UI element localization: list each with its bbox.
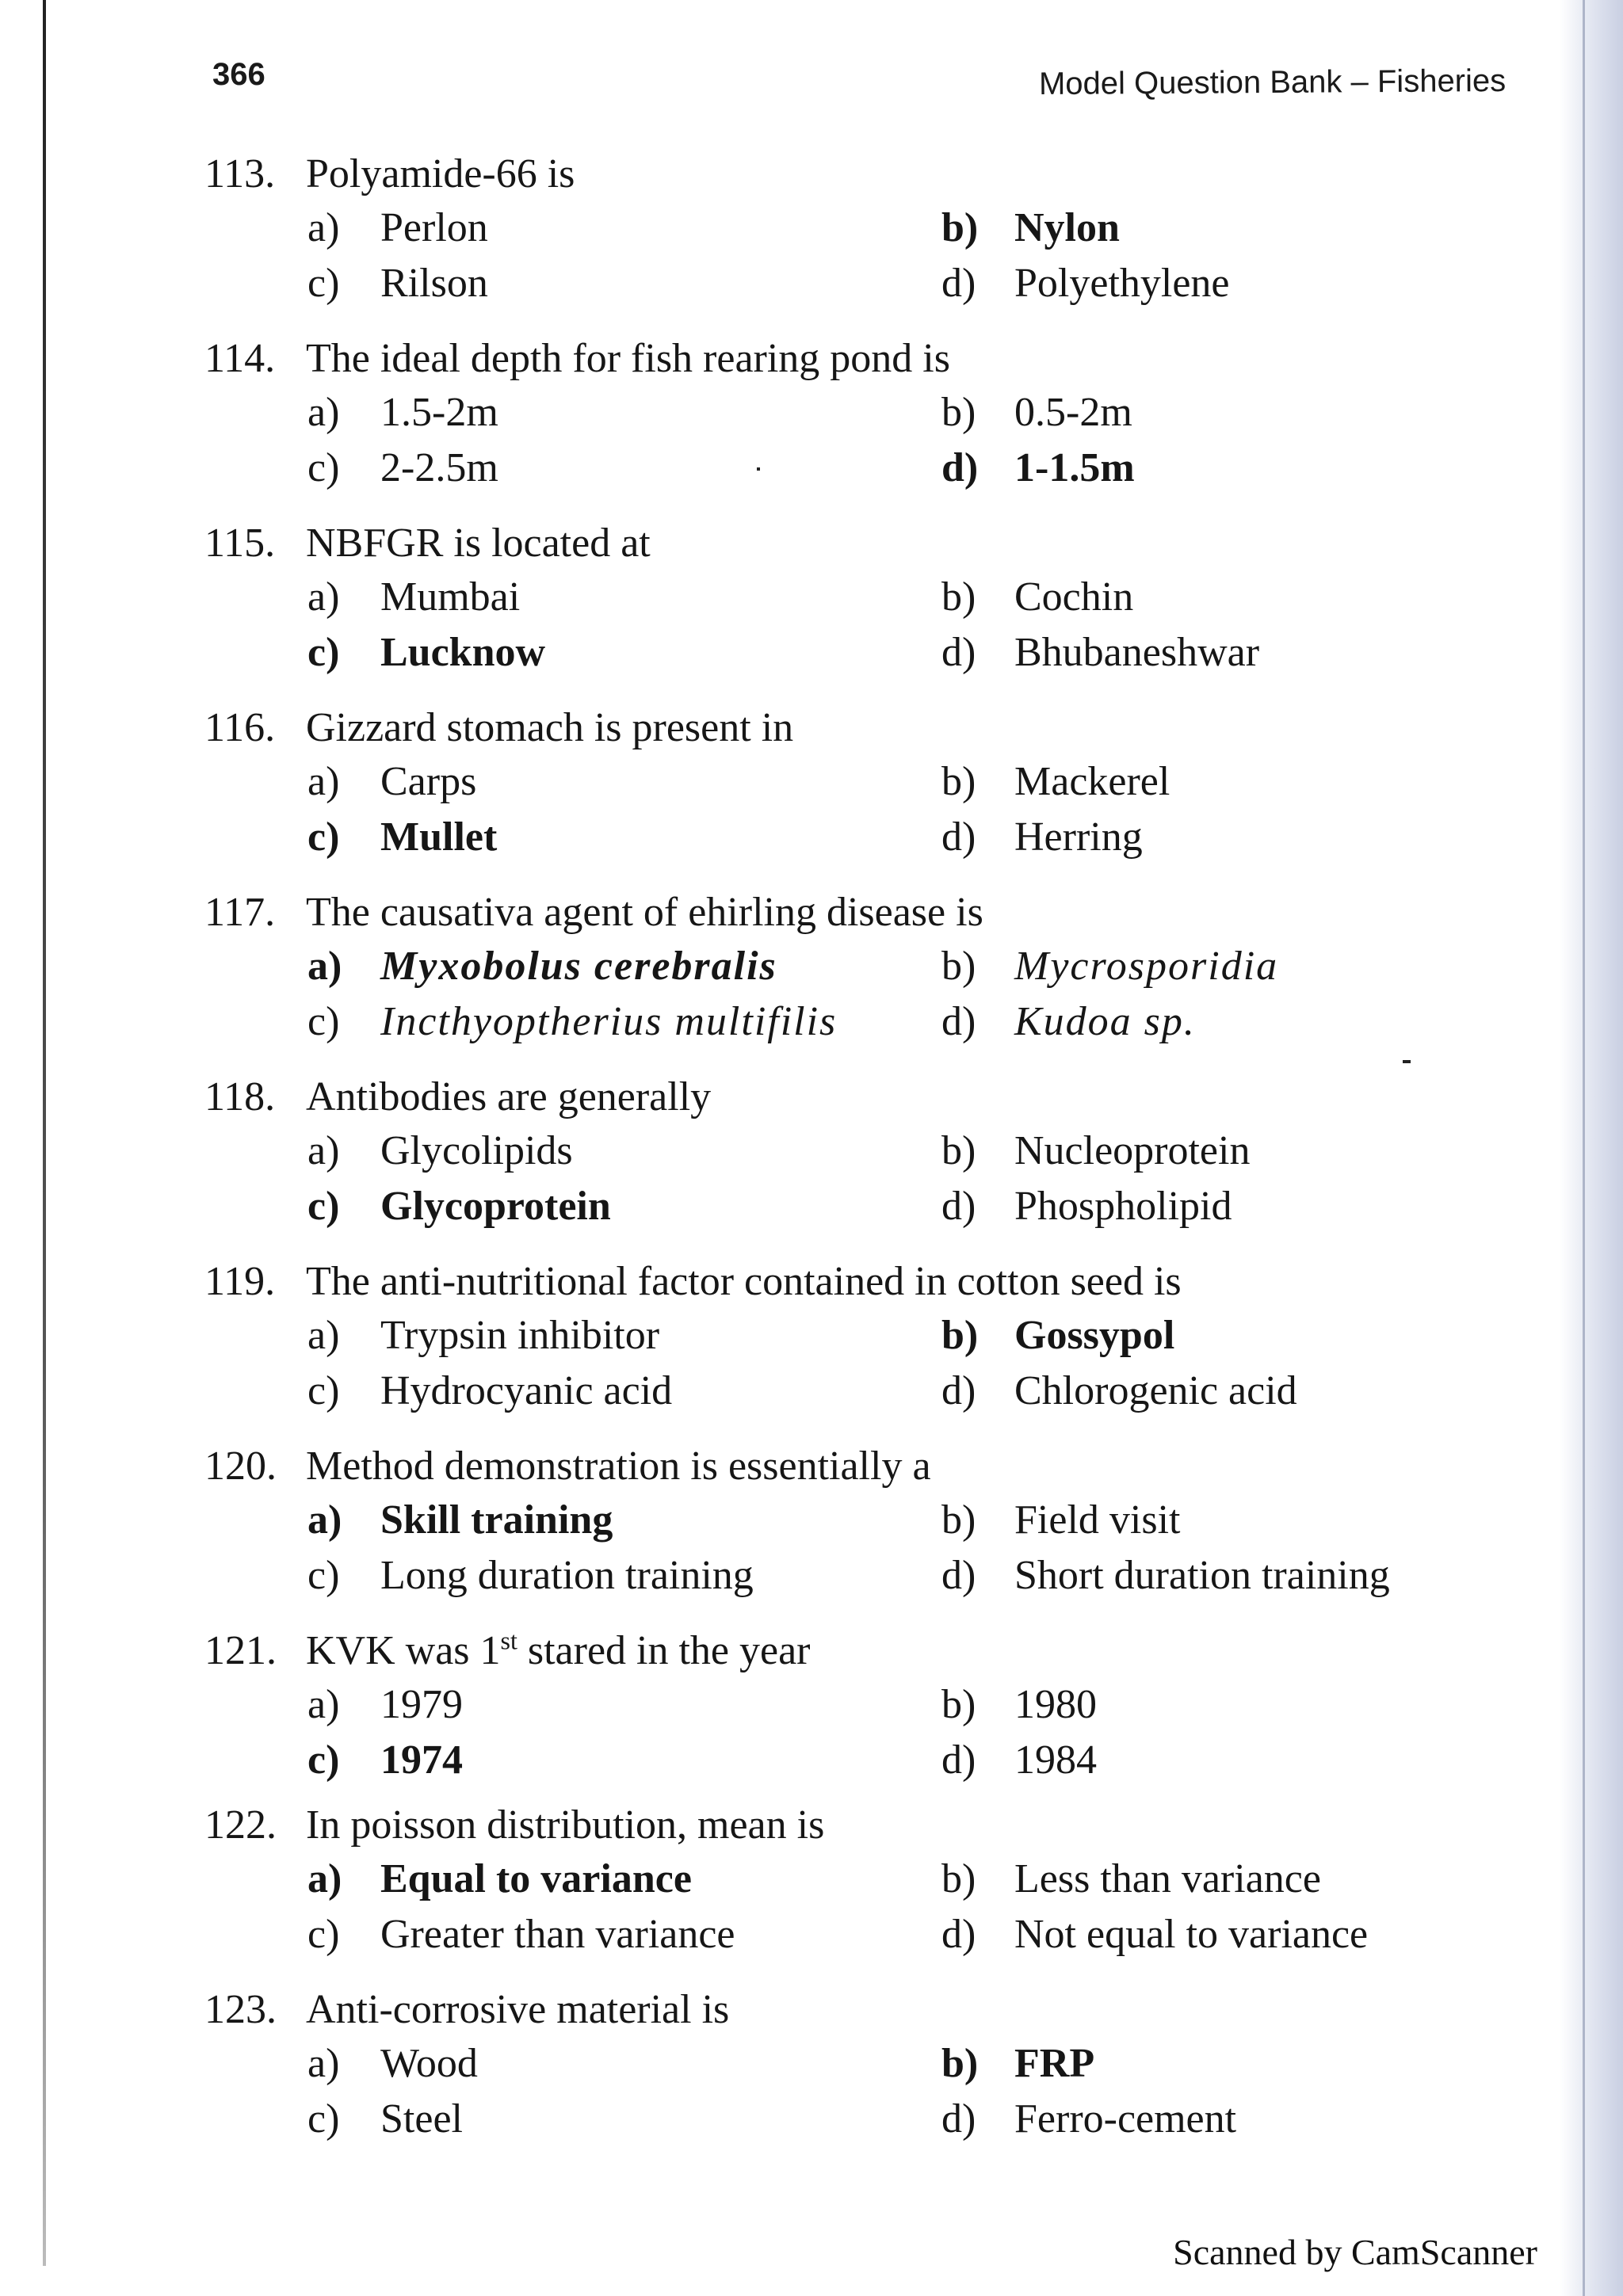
scan-right-edge bbox=[1583, 0, 1585, 2296]
question-number: 120. bbox=[204, 1444, 277, 1489]
question-stem bbox=[204, 704, 793, 752]
question-115 bbox=[204, 520, 1441, 704]
option-b: b) Less than variance bbox=[941, 1856, 1321, 1901]
option-d-answer: d) 1-1.5m bbox=[941, 445, 1135, 490]
option-a-answer: a) Equal to variance bbox=[307, 1856, 692, 1901]
option-d: d) Herring bbox=[941, 814, 1143, 860]
scan-speck bbox=[1403, 1060, 1411, 1063]
question-text: NBFGR is located at bbox=[306, 521, 651, 566]
question-119 bbox=[204, 1258, 1441, 1443]
option-b: b) 1980 bbox=[941, 1682, 1097, 1727]
option-a: a) Trypsin inhibitor bbox=[307, 1313, 660, 1358]
page-number: 366 bbox=[212, 57, 265, 92]
option-b-answer: b) FRP bbox=[941, 2041, 1095, 2086]
option-c-answer: c) Glycoprotein bbox=[307, 1184, 611, 1229]
question-text: The causativa agent of ehirling disease is bbox=[306, 890, 983, 935]
question-number: 122. bbox=[204, 1802, 277, 1848]
option-c: c) Steel bbox=[307, 2096, 463, 2142]
option-b: b) Mackerel bbox=[941, 759, 1170, 804]
option-c: c) Greater than variance bbox=[307, 1912, 735, 1957]
question-text: The anti-nutritional factor contained in cotton seed is bbox=[306, 1259, 1182, 1304]
option-b: b) Cochin bbox=[941, 574, 1134, 620]
option-d: d) Short duration training bbox=[941, 1553, 1390, 1598]
option-c: c) Incthyoptherius multifilis bbox=[307, 999, 838, 1044]
option-c: c) 2-2.5m bbox=[307, 445, 498, 490]
question-text: In poisson distribution, mean is bbox=[306, 1802, 825, 1848]
option-c-answer: c) Lucknow bbox=[307, 630, 546, 675]
question-118 bbox=[204, 1074, 1441, 1258]
question-stem bbox=[204, 151, 575, 198]
question-text: Method demonstration is essentially a bbox=[306, 1444, 931, 1489]
option-a-answer: a) Myxobolus cerebralis bbox=[307, 944, 777, 989]
question-number: 116. bbox=[204, 705, 276, 750]
option-d: d) Bhubaneshwar bbox=[941, 630, 1260, 675]
question-114 bbox=[204, 335, 1441, 520]
question-list bbox=[204, 151, 1441, 2171]
option-d: d) Kudoa sp. bbox=[941, 999, 1196, 1044]
option-b-answer: b) Gossypol bbox=[941, 1313, 1175, 1358]
question-number: 123. bbox=[204, 1987, 277, 2032]
question-stem bbox=[204, 520, 651, 567]
option-a: a) Carps bbox=[307, 759, 477, 804]
question-text: Antibodies are generally bbox=[306, 1074, 712, 1119]
question-number: 115. bbox=[204, 521, 276, 566]
option-c-answer: c) Mullet bbox=[307, 814, 498, 860]
scan-page-gutter-shadow bbox=[1560, 0, 1623, 2296]
question-stem bbox=[204, 335, 950, 383]
question-stem bbox=[204, 889, 983, 936]
option-a-answer: a) Skill training bbox=[307, 1497, 613, 1543]
option-b: b) 0.5-2m bbox=[941, 390, 1132, 435]
option-a: a) Perlon bbox=[307, 205, 488, 250]
question-text: KVK was 1st stared in the year bbox=[306, 1626, 811, 1673]
question-120 bbox=[204, 1443, 1441, 1627]
option-d: d) Polyethylene bbox=[941, 261, 1230, 306]
question-text: The ideal depth for fish rearing pond is bbox=[306, 336, 950, 381]
running-head: Model Question Bank – Fisheries bbox=[1038, 63, 1507, 102]
question-113 bbox=[204, 151, 1441, 335]
question-text: Polyamide-66 is bbox=[306, 151, 575, 196]
scan-left-border bbox=[43, 0, 46, 2266]
question-123 bbox=[204, 1986, 1441, 2171]
option-c: c) Hydrocyanic acid bbox=[307, 1368, 673, 1413]
option-a: a) Glycolipids bbox=[307, 1128, 573, 1173]
option-a: a) Mumbai bbox=[307, 574, 521, 620]
question-number: 113. bbox=[204, 151, 276, 196]
question-number: 121. bbox=[204, 1628, 277, 1673]
option-b-answer: b) Nylon bbox=[941, 205, 1120, 250]
question-stem bbox=[204, 1258, 1182, 1306]
option-d: d) Chlorogenic acid bbox=[941, 1368, 1297, 1413]
question-text: Gizzard stomach is present in bbox=[306, 705, 794, 750]
question-stem bbox=[204, 1627, 811, 1675]
scanner-watermark: Scanned by CamScanner bbox=[1173, 2232, 1537, 2272]
question-number: 117. bbox=[204, 890, 276, 935]
option-a: a) 1979 bbox=[307, 1682, 463, 1727]
option-b: b) Nucleoprotein bbox=[941, 1128, 1251, 1173]
question-stem bbox=[204, 1986, 729, 2034]
option-c: c) Rilson bbox=[307, 261, 488, 306]
option-d: d) Not equal to variance bbox=[941, 1912, 1369, 1957]
option-a: a) Wood bbox=[307, 2041, 478, 2086]
ordinal-superscript: st bbox=[500, 1626, 517, 1655]
option-a: a) 1.5-2m bbox=[307, 390, 498, 435]
question-number: 114. bbox=[204, 336, 276, 381]
option-d: d) Ferro-cement bbox=[941, 2096, 1237, 2142]
question-stem bbox=[204, 1802, 824, 1849]
option-c-answer: c) 1974 bbox=[307, 1737, 463, 1783]
option-c: c) Long duration training bbox=[307, 1553, 754, 1598]
option-b: b) Mycrosporidia bbox=[941, 944, 1279, 989]
question-text: Anti-corrosive material is bbox=[306, 1987, 730, 2032]
question-stem bbox=[204, 1443, 931, 1490]
option-b: b) Field visit bbox=[941, 1497, 1181, 1543]
question-117 bbox=[204, 889, 1441, 1074]
question-stem bbox=[204, 1074, 711, 1121]
scan-speck bbox=[757, 467, 760, 471]
option-d: d) 1984 bbox=[941, 1737, 1097, 1783]
question-number: 118. bbox=[204, 1074, 276, 1119]
question-116 bbox=[204, 704, 1441, 889]
question-122 bbox=[204, 1802, 1441, 1986]
question-121 bbox=[204, 1627, 1441, 1802]
option-d: d) Phospholipid bbox=[941, 1184, 1232, 1229]
question-number: 119. bbox=[204, 1259, 276, 1304]
